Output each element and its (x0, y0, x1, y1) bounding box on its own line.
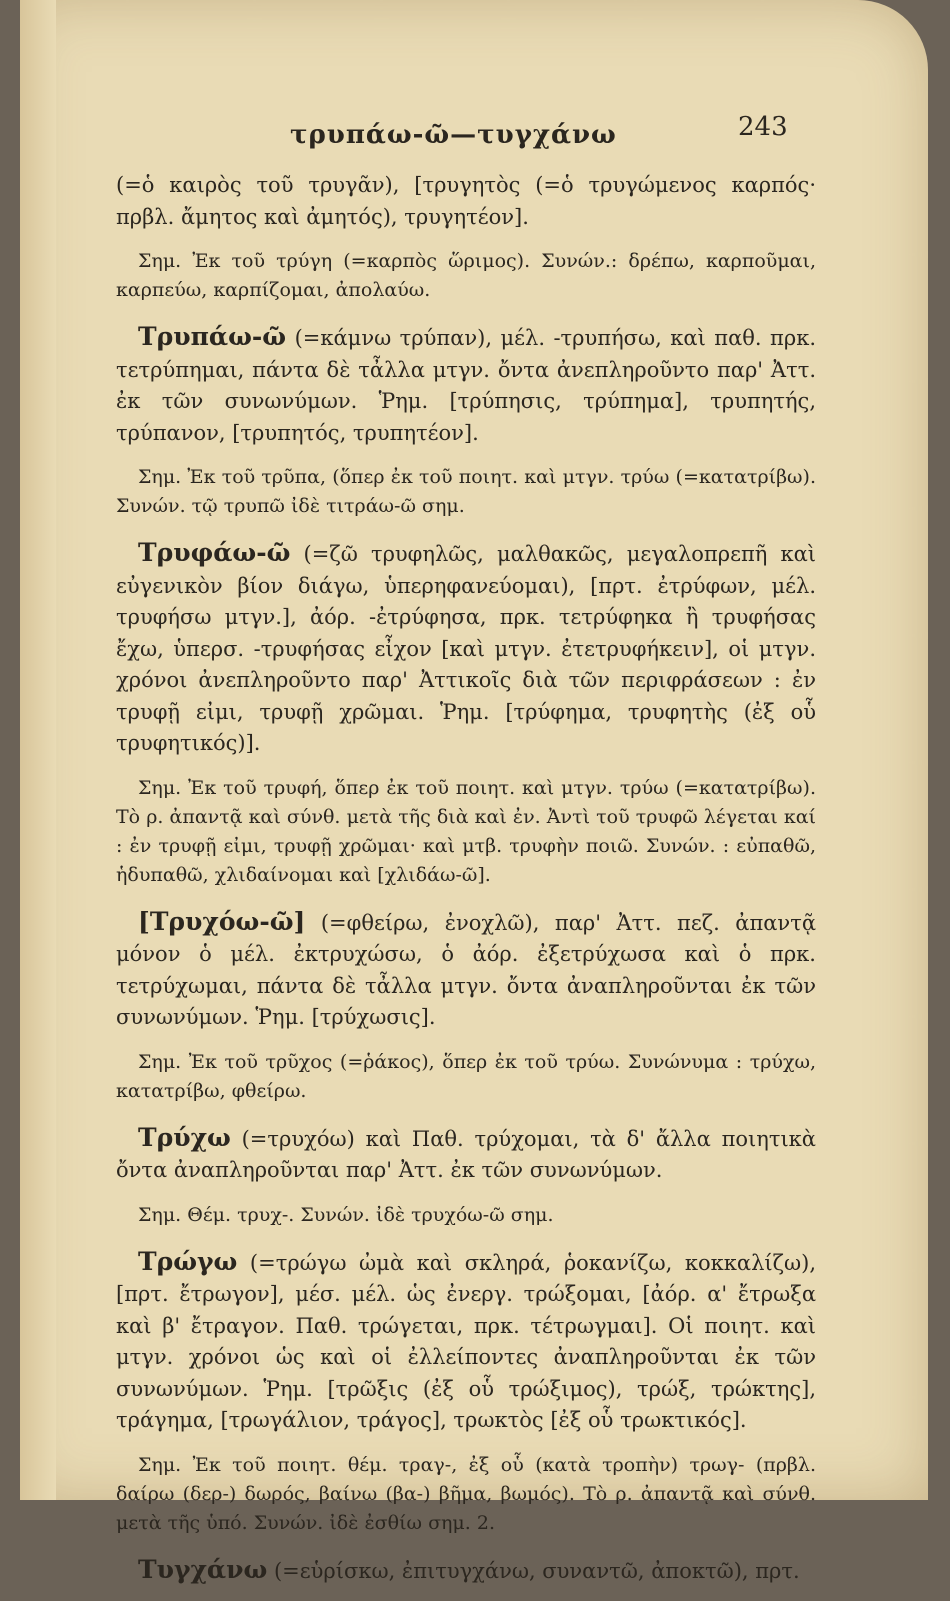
page-body (116, 170, 816, 1601)
dictionary-entry (116, 1554, 816, 1588)
entry-text: Σημ. Θέμ. τρυχ-. Συνών. ἰδὲ τρυχόω-ῶ σημ. (138, 1203, 554, 1226)
entry-text: Σημ. Ἐκ τοῦ τρυφή, ὅπερ ἐκ τοῦ ποιητ. καὶ μτγν. τρύω (=κατατρίβω). Τὸ ρ. ἀπαντᾷ καὶ σύνθ. μετὰ τῆς διὰ καὶ ἐν. Ἀντὶ τοῦ τρυφῶ λέγεται καί : ἐν τρυφῇ εἰμι, τρυφῇ χρῶμαι· καὶ μτβ. τρυφὴν ποιῶ. Συνών. : εὐπαθῶ, ἡδυπαθῶ, χλιδαίνομαι καὶ [χλιδάω-ῶ]. (116, 776, 816, 886)
page-header (270, 112, 830, 152)
entry-headword: Τρώγω (138, 1246, 238, 1276)
page-number: 243 (738, 112, 788, 142)
running-head: τρυπάω-ῶ—τυγχάνω (290, 120, 617, 150)
entry-headword: [Τρυχόω-ῶ] (138, 906, 306, 936)
entry-headword: Τυγχάνω (138, 1554, 268, 1584)
entry-text: Σημ. Ἐκ τοῦ τρῦχος (=ῥάκος), ὅπερ ἐκ τοῦ τρύω. Συνώνυμα : τρύχω, κατατρίβω, φθείρω. (116, 1050, 816, 1102)
entry-text: (=κάμνω τρύπαν), μέλ. -τρυπήσω, καὶ παθ. πρκ. τετρύπημαι, πάντα δὲ τἆλλα μτγν. ὄντα ἀνεπληροῦντο παρ' Ἀττ. ἐκ τῶν συνωνύμων. Ῥημ. [τρύπησις, τρύπημα], τρυπητής, τρύπανον, [τρυπητός, τρυπητέον]. (116, 326, 816, 445)
dictionary-entry (116, 1246, 816, 1437)
dictionary-entry (116, 170, 816, 233)
dictionary-entry (116, 906, 816, 1034)
note-paragraph (116, 1451, 816, 1538)
entry-headword: Τρυπάω-ῶ (138, 322, 287, 351)
note-paragraph (116, 463, 816, 521)
page-binding-shadow (20, 0, 56, 1500)
entry-text: Σημ. Ἐκ τοῦ τρῦπα, (ὅπερ ἐκ τοῦ ποιητ. καὶ μτγν. τρύω (=κατατρίβω). Συνών. τῷ τρυπῶ ἰδὲ τιτράω-ῶ σημ. (116, 466, 816, 517)
entry-text: Σημ. Ἐκ τοῦ ποιητ. θέμ. τραγ-, ἐξ οὗ (κατὰ τροπὴν) τρωγ- (πρβλ. δαίρω (δερ-) δωρός, βαίνω (βα-) βῆμα, βωμός). Τὸ ρ. ἀπαντᾷ καὶ σύνθ. μετὰ τῆς ὑπό. Συνών. ἰδὲ ἐσθίω σημ. 2. (116, 1453, 816, 1534)
note-paragraph (116, 1201, 816, 1230)
book-page (20, 0, 928, 1584)
note-paragraph (116, 774, 816, 890)
dictionary-entry (116, 1122, 816, 1187)
entry-text: (=τρυχόω) καὶ Παθ. τρύχομαι, τὰ δ' ἄλλα ποιητικὰ ὄντα ἀναπληροῦνται παρ' Ἀττ. ἐκ τῶν συνωνύμων. (116, 1126, 816, 1182)
dictionary-entry (116, 321, 816, 449)
entry-text: (=φθείρω, ἐνοχλῶ), παρ' Ἀττ. πεζ. ἀπαντᾷ μόνον ὁ μέλ. ἐκτρυχώσω, ὁ ἀόρ. ἐξετρύχωσα καὶ ὁ πρκ. τετρύχωμαι, πάντα δὲ τἆλλα μτγν. ὄντα ἀναπληροῦνται ἐκ τῶν συνωνύμων. Ῥημ. [τρύχωσις]. (116, 910, 816, 1029)
entry-text: (=ζῶ τρυφηλῶς, μαλθακῶς, μεγαλοπρεπῆ καὶ εὐγενικὸν βίον διάγω, ὑπερηφανεύομαι), [πρτ. ἐτρύφων, μέλ. τρυφήσω μτγν.], ἀόρ. -ἐτρύφησα, πρκ. τετρύφηκα ἢ τρυφήσας ἔχω, ὑπερσ. -τρυφήσας εἶχον [καὶ μτγν. ἐτετρυφήκειν], οἱ μτγν. χρόνοι ἀνεπληροῦντο παρ' Ἀττικοῖς διὰ τῶν περιφράσεων : ἐν τρυφῇ εἰμι, τρυφῇ χρῶμαι. Ῥημ. [τρύφημα, τρυφητὴς (ἐξ οὗ τρυφητικός)]. (116, 542, 816, 755)
entry-text: (=ὁ καιρὸς τοῦ τρυγᾶν), [τρυγητὸς (=ὁ τρυγώμενος καρπός· πρβλ. ἄμητος καὶ ἀμητός), τρυγητέον]. (116, 173, 816, 229)
entry-text: (=εὑρίσκω, ἐπιτυγχάνω, συναντῶ, ἀποκτῶ), πρτ. (267, 1558, 800, 1583)
entry-text: Σημ. Ἐκ τοῦ τρύγη (=καρπὸς ὥριμος). Συνών.: δρέπω, καρποῦμαι, καρπεύω, καρπίζομαι, ἀπολαύω. (116, 250, 816, 301)
entry-headword: Τρυφάω-ῶ (138, 538, 291, 567)
dictionary-entry (116, 537, 816, 760)
entry-headword: Τρύχω (138, 1122, 231, 1152)
entry-text: (=τρώγω ὠμὰ καὶ σκληρά, ῥοκανίζω, κοκκαλίζω), [πρτ. ἔτρωγον], μέσ. μέλ. ὡς ἐνεργ. τρώξομαι, [ἀόρ. α' ἔτρωξα καὶ β' ἔτραγον. Παθ. τρώγεται, πρκ. τέτρωγμαι]. Οἱ ποιητ. καὶ μτγν. χρόνοι ὡς καὶ οἱ ἐλλείποντες ἀναπληροῦνται ἐκ τῶν συνωνύμων. Ῥημ. [τρῶξις (ἐξ οὗ τρώξιμος), τρώξ, τρώκτης], τράγημα, [τρωγάλιον, τράγος], τρωκτὸς [ἐξ οὗ τρωκτικός]. (116, 1250, 816, 1432)
note-paragraph (116, 247, 816, 305)
note-paragraph (116, 1048, 816, 1106)
